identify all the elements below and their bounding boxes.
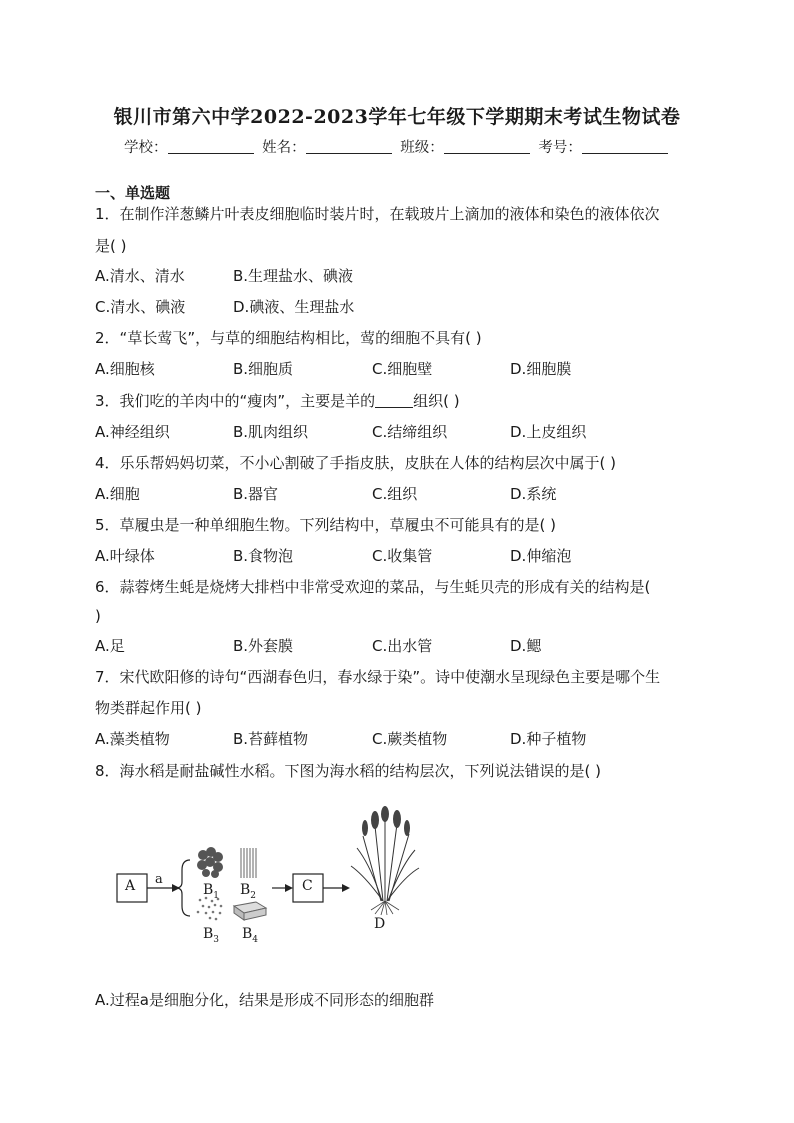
q7-option-c[interactable]: C.蕨类植物 bbox=[372, 730, 448, 748]
b2-label bbox=[240, 882, 256, 901]
q3-option-a[interactable]: A.神经组织 bbox=[95, 423, 170, 441]
b2-letter: B bbox=[240, 882, 251, 898]
b1-letter: B bbox=[203, 882, 214, 898]
q5-option-d[interactable]: D.伸缩泡 bbox=[510, 547, 572, 565]
rice-plant-icon bbox=[345, 806, 425, 916]
question-7-line-2: 物类群起作用( ) bbox=[95, 699, 202, 717]
question-2-line-1: 2．“草长莺飞”，与草的细胞结构相比，莺的细胞不具有( ) bbox=[95, 329, 482, 347]
q3-option-c[interactable]: C.结缔组织 bbox=[372, 423, 448, 441]
tissue-b2-icon bbox=[241, 848, 256, 878]
tissue-b1-icon bbox=[197, 847, 223, 878]
arrow-a-label: a bbox=[155, 872, 163, 887]
brace-shape bbox=[176, 860, 190, 916]
q6-option-b[interactable]: B.外套膜 bbox=[233, 637, 294, 655]
q5-option-a[interactable]: A.叶绿体 bbox=[95, 547, 155, 565]
question-5-line-1: 5．草履虫是一种单细胞生物。下列结构中，草履虫不可能具有的是( ) bbox=[95, 516, 557, 534]
number-label: 考号： bbox=[538, 140, 582, 156]
section-heading: 一、单选题 bbox=[95, 184, 171, 202]
plant-d-label: D bbox=[374, 916, 386, 932]
question-3-line-1 bbox=[95, 391, 460, 411]
student-info-line bbox=[124, 136, 672, 157]
q6-option-a[interactable]: A.足 bbox=[95, 637, 125, 655]
b4-subscript: 4 bbox=[252, 934, 259, 945]
q4-option-a[interactable]: A.细胞 bbox=[95, 485, 140, 503]
q7-option-b[interactable]: B.苔藓植物 bbox=[233, 730, 309, 748]
q3-option-d[interactable]: D.上皮组织 bbox=[510, 423, 587, 441]
question-4-line-1: 4．乐乐帮妈妈切菜，不小心割破了手指皮肤，皮肤在人体的结构层次中属于( ) bbox=[95, 454, 617, 472]
b3-subscript: 3 bbox=[213, 934, 220, 945]
tissue-b4-icon bbox=[234, 902, 266, 920]
q7-option-d[interactable]: D.种子植物 bbox=[510, 730, 587, 748]
q2-option-d[interactable]: D.细胞膜 bbox=[510, 360, 572, 378]
school-blank[interactable] bbox=[168, 139, 254, 154]
q3-option-b[interactable]: B.肌肉组织 bbox=[233, 423, 309, 441]
q1-option-d[interactable]: D.碘液、生理盐水 bbox=[233, 298, 355, 316]
q2-option-c[interactable]: C.细胞壁 bbox=[372, 360, 433, 378]
question-1-line-2: 是( ) bbox=[95, 237, 127, 255]
q2-option-b[interactable]: B.细胞质 bbox=[233, 360, 294, 378]
q1-option-b[interactable]: B.生理盐水、碘液 bbox=[233, 267, 354, 285]
question-8-line-1: 8．海水稻是耐盐碱性水稻。下图为海水稻的结构层次，下列说法错误的是( ) bbox=[95, 762, 602, 780]
question-1-line-1: 1．在制作洋葱鳞片叶表皮细胞临时装片时，在载玻片上滴加的液体和染色的液体依次 bbox=[95, 205, 660, 223]
class-blank[interactable] bbox=[444, 139, 530, 154]
q3-fill-blank[interactable] bbox=[375, 393, 413, 408]
q3-text-before: 3．我们吃的羊肉中的“瘦肉”，主要是羊的 bbox=[95, 392, 376, 410]
q4-option-c[interactable]: C.组织 bbox=[372, 485, 418, 503]
q7-option-a[interactable]: A.藻类植物 bbox=[95, 730, 170, 748]
school-label: 学校： bbox=[124, 140, 168, 156]
box-a-label: A bbox=[125, 878, 136, 894]
class-label: 班级： bbox=[400, 140, 444, 156]
q5-option-b[interactable]: B.食物泡 bbox=[233, 547, 294, 565]
b3-letter: B bbox=[203, 926, 214, 942]
page-title: 银川市第六中学2022-2023学年七年级下学期期末考试生物试卷 bbox=[113, 106, 681, 128]
question-6-line-1: 6．蒜蓉烤生蚝是烧烤大排档中非常受欢迎的菜品，与生蚝贝壳的形成有关的结构是( bbox=[95, 578, 651, 596]
q5-option-c[interactable]: C.收集管 bbox=[372, 547, 433, 565]
q8-option-a[interactable]: A.过程a是细胞分化，结果是形成不同形态的细胞群 bbox=[95, 991, 434, 1009]
b1-label bbox=[203, 882, 219, 901]
question-7-line-1: 7．宋代欧阳修的诗句“西湖春色归，春水绿于染”。诗中使潮水呈现绿色主要是哪个生 bbox=[95, 668, 661, 686]
q2-option-a[interactable]: A.细胞核 bbox=[95, 360, 155, 378]
q6-option-d[interactable]: D.鳃 bbox=[510, 637, 542, 655]
question-6-line-2: ) bbox=[95, 607, 101, 625]
b3-label bbox=[203, 926, 219, 945]
box-c-label: C bbox=[302, 878, 313, 894]
q3-text-after: 组织( ) bbox=[413, 392, 460, 410]
b4-label bbox=[242, 926, 258, 945]
q4-option-b[interactable]: B.器官 bbox=[233, 485, 279, 503]
arrow-b-head bbox=[285, 884, 293, 892]
q1-option-c[interactable]: C.清水、碘液 bbox=[95, 298, 186, 316]
q6-option-c[interactable]: C.出水管 bbox=[372, 637, 433, 655]
b4-letter: B bbox=[242, 926, 253, 942]
q1-option-a[interactable]: A.清水、清水 bbox=[95, 267, 185, 285]
q4-option-d[interactable]: D.系统 bbox=[510, 485, 557, 503]
number-blank[interactable] bbox=[582, 139, 668, 154]
name-label: 姓名： bbox=[262, 140, 306, 156]
name-blank[interactable] bbox=[306, 139, 392, 154]
b2-subscript: 2 bbox=[250, 890, 257, 901]
b1-subscript: 1 bbox=[213, 890, 220, 901]
